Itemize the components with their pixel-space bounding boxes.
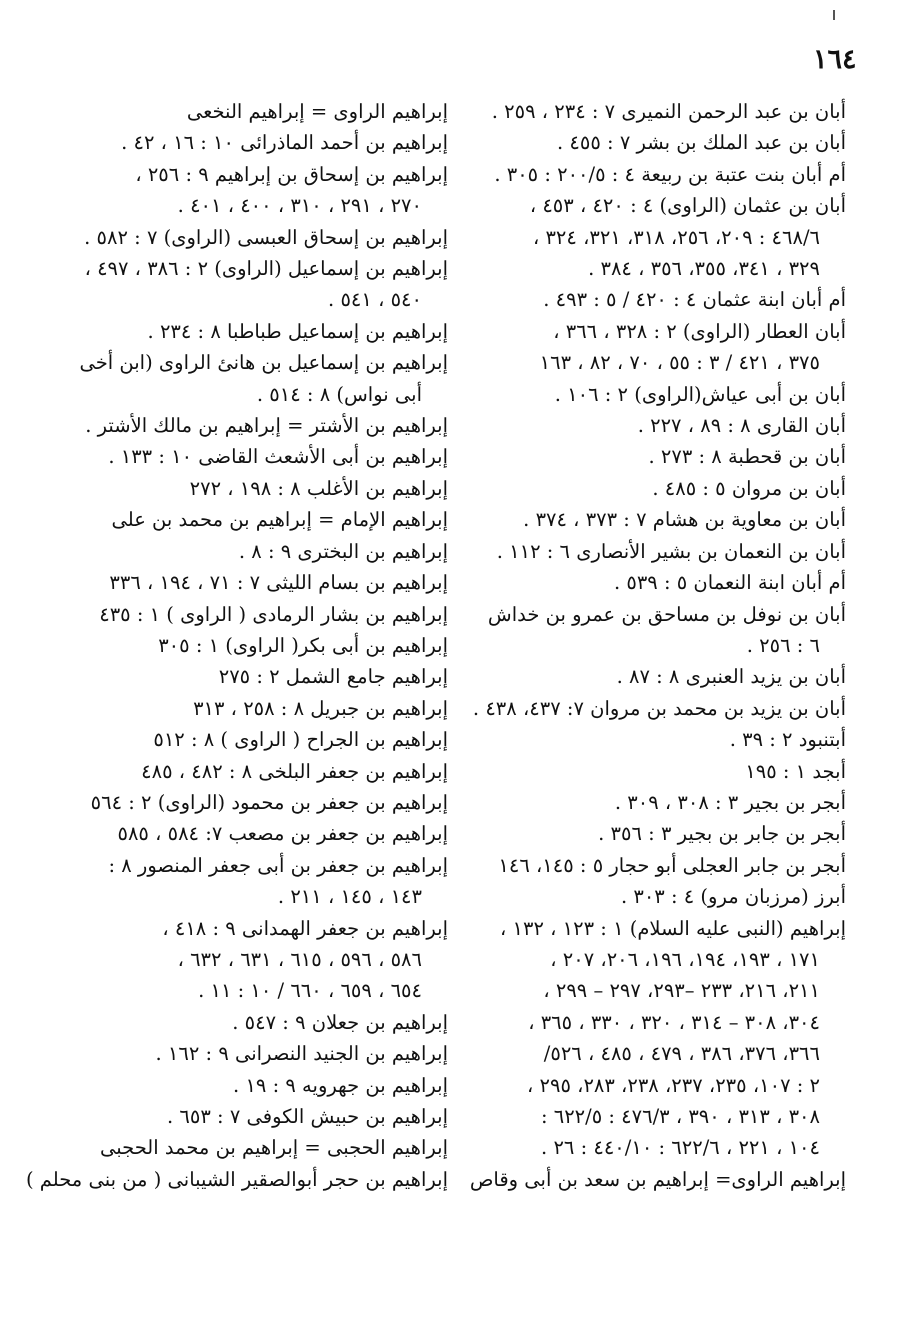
index-entry bbox=[480, 756, 846, 787]
index-entry bbox=[70, 756, 448, 787]
margin-mark bbox=[833, 10, 835, 20]
entry-heading-line: أبان بن النعمان بن بشير الأنصارى ٦ : ١١٢ . bbox=[496, 539, 846, 563]
entry-heading-line: إبراهيم بن بسام الليثى ٧ : ٧١ ، ١٩٤ ، ٣٣٦ bbox=[109, 571, 448, 595]
entry-heading-line: أبان بن نوفل بن مساحق بن عمرو بن خداش bbox=[487, 602, 846, 626]
entry-heading-line: إبراهيم بن جعفر البلخى ٨ : ٤٨٢ ، ٤٨٥ bbox=[141, 759, 448, 783]
entry-heading-line: إبراهيم الإمام = إبراهيم بن محمد بن على bbox=[111, 508, 448, 532]
index-entry bbox=[469, 1164, 846, 1195]
index-entry bbox=[70, 410, 448, 441]
entry-heading-line: إبراهيم بن أحمد الماذرائى ١٠ : ١٦ ، ٤٢ . bbox=[121, 131, 448, 155]
entry-continuation-line: ١٤٣ ، ١٤٥ ، ٢١١ . bbox=[277, 885, 422, 909]
entry-heading-line: إبراهيم بن جعلان ٩ : ٥٤٧ . bbox=[232, 1010, 448, 1034]
index-entry bbox=[480, 96, 846, 127]
entry-continuation-line: أبى نواس) ٨ : ٥١٤ . bbox=[256, 382, 422, 406]
entry-continuation-line: ٣٠٨ ، ٣١٣ ، ٣٩٠ ، ٤٧٦/٣ : ٦٢٢/٥ : bbox=[540, 1105, 820, 1128]
entry-heading-line: إبراهيم بن الأشتر = إبراهيم بن مالك الأشتر . bbox=[85, 414, 448, 438]
entry-heading-line: إبراهيم (النبى عليه السلام) ١ : ١٢٣ ، ١٣٢ ، bbox=[500, 916, 846, 940]
index-entry bbox=[70, 1038, 448, 1069]
entry-continuation-line: ٣٠٤، ٣٠٨ – ٣١٤ ، ٣٢٠ ، ٣٣٠ ، ٣٦٥ ، bbox=[528, 1010, 820, 1034]
entry-heading-line: أبان العطار (الراوى) ٢ : ٣٢٨ ، ٣٦٦ ، bbox=[553, 319, 846, 343]
entry-heading-line: أبتنبود ٢ : ٣٩ . bbox=[729, 728, 846, 752]
entry-heading-line: إبراهيم بن جعفر بن مصعب ٧: ٥٨٤ ، ٥٨٥ bbox=[117, 822, 448, 846]
index-entry bbox=[480, 850, 846, 881]
entry-continuation-line: ٥٤٠ ، ٥٤١ . bbox=[328, 288, 422, 312]
index-entry bbox=[70, 473, 448, 504]
index-entry bbox=[480, 441, 846, 472]
entry-heading-line: إبراهيم بن إسحاق العبسى (الراوى) ٧ : ٥٨٢ . bbox=[84, 225, 448, 249]
index-entry bbox=[480, 316, 846, 379]
entry-continuation-line: ٥٨٦ ، ٥٩٦ ، ٦١٥ ، ٦٣١ ، ٦٣٢ ، bbox=[177, 947, 422, 971]
entry-heading-line: أبرز (مرزبان مرو) ٤ : ٣٠٣ . bbox=[620, 885, 846, 909]
entry-heading-line: أبان بن عثمان (الراوى) ٤ : ٤٢٠ ، ٤٥٣ ، bbox=[529, 194, 846, 218]
entry-heading-line: إبراهيم بن أبى الأشعث القاضى ١٠ : ١٣٣ . bbox=[108, 445, 448, 469]
index-entry bbox=[70, 96, 448, 127]
entry-continuation-line: ٦٥٤ ، ٦٥٩ ، ٦٦٠ / ١٠ : ١١ . bbox=[198, 979, 422, 1003]
index-entry bbox=[70, 536, 448, 567]
entry-heading-line: إبراهيم بن جعفر الهمدانى ٩ : ٤١٨ ، bbox=[162, 916, 448, 940]
index-entry bbox=[480, 504, 846, 535]
entry-heading-line: أبجر بن جابر العجلى أبو حجار ٥ : ١٤٥، ١٤٦ bbox=[498, 853, 846, 877]
entry-heading-line: أبان بن يزيد بن محمد بن مروان ٧: ٤٣٧، ٤٣٨ . bbox=[472, 696, 846, 720]
entry-continuation-line: ١٧١ ، ١٩٣، ١٩٤، ١٩٦، ٢٠٦، ٢٠٧ ، bbox=[550, 947, 820, 971]
index-entry bbox=[480, 661, 846, 692]
entry-heading-line: أبان بن قحطبة ٨ : ٢٧٣ . bbox=[648, 445, 846, 469]
entry-heading-line: أبان بن عبد الملك بن بشر ٧ : ٤٥٥ . bbox=[557, 131, 846, 155]
entry-heading-line: إبراهيم بن الجنيد النصرانى ٩ : ١٦٢ . bbox=[155, 1042, 448, 1066]
entry-heading-line: أم أبان ابنة عثمان ٤ : ٤٢٠ / ٥ : ٤٩٣ . bbox=[543, 288, 846, 312]
entry-heading-line: أبان القارى ٨ : ٨٩ ، ٢٢٧ . bbox=[637, 414, 846, 438]
index-entry bbox=[480, 379, 846, 410]
entry-heading-line: أبان بن أبى عياش(الراوى) ٢ : ١٠٦ . bbox=[554, 382, 846, 406]
entry-heading-line: إبراهيم بن أبى بكر( الراوى) ١ : ٣٠٥ bbox=[158, 633, 448, 657]
entry-continuation-line: ٦ : ٢٥٦ . bbox=[746, 633, 820, 657]
page-number: ١٦٤ bbox=[813, 44, 857, 75]
index-entry bbox=[70, 504, 448, 535]
entry-heading-line: إبراهيم الراوى = إبراهيم النخعى bbox=[186, 100, 448, 123]
entry-heading-line: إبراهيم الراوى= إبراهيم بن سعد بن أبى وقاص bbox=[469, 1167, 846, 1191]
entry-heading-line: إبراهيم بن البخترى ٩ : ٨ . bbox=[238, 539, 448, 563]
index-entry bbox=[480, 190, 846, 284]
entry-heading-line: إبراهيم بن جبريل ٨ : ٢٥٨ ، ٣١٣ bbox=[193, 696, 448, 720]
index-entry bbox=[70, 913, 448, 1007]
index-entry bbox=[480, 284, 846, 315]
index-entry bbox=[70, 253, 448, 316]
index-entry bbox=[70, 599, 448, 630]
entry-heading-line: أبجر بن بجير ٣ : ٣٠٨ ، ٣٠٩ . bbox=[614, 790, 846, 814]
index-entry bbox=[70, 724, 448, 755]
entry-heading-line: إبراهيم بن جعفر بن أبى جعفر المنصور ٨ : bbox=[108, 853, 448, 877]
index-entry bbox=[70, 787, 448, 818]
entry-heading-line: أبان بن مروان ٥ : ٤٨٥ . bbox=[652, 476, 846, 500]
entry-heading-line: أبجر بن جابر بن بجير ٣ : ٣٥٦ . bbox=[598, 822, 846, 846]
index-entry bbox=[480, 913, 846, 1164]
index-entry bbox=[480, 724, 846, 755]
index-entry bbox=[480, 787, 846, 818]
entry-continuation-line: ٣٦٦، ٣٧٦، ٣٨٦ ، ٤٧٩ ، ٤٨٥ ، ٥٢٦/ bbox=[543, 1042, 820, 1066]
entry-heading-line: أم أبان ابنة النعمان ٥ : ٥٣٩ . bbox=[613, 571, 846, 595]
entry-heading-line: إبراهيم بن الجراح ( الراوى ) ٨ : ٥١٢ bbox=[153, 728, 448, 752]
index-entry bbox=[70, 347, 448, 410]
index-entry bbox=[70, 693, 448, 724]
entry-heading-line: أبان بن عبد الرحمن النميرى ٧ : ٢٣٤ ، ٢٥٩ . bbox=[491, 100, 846, 123]
index-entry bbox=[480, 159, 846, 190]
index-entry bbox=[70, 127, 448, 158]
entry-continuation-line: ١٠٤ ، ٢٢١ ، ٦٢٢/٦ : ٤٤٠/١٠ : ٢٦ . bbox=[541, 1136, 820, 1160]
index-entry bbox=[70, 818, 448, 849]
index-column-left bbox=[25, 96, 448, 1195]
entry-heading-line: إبراهيم بن إسماعيل طباطبا ٨ : ٢٣٤ . bbox=[147, 319, 448, 343]
entry-continuation-line: ٣٢٩ ، ٣٤١، ٣٥٥، ٣٥٦ ، ٣٨٤ . bbox=[588, 257, 820, 281]
index-entry bbox=[480, 881, 846, 912]
index-entry bbox=[480, 410, 846, 441]
entry-heading-line: إبراهيم بن جهرويه ٩ : ١٩ . bbox=[233, 1073, 448, 1097]
entry-heading-line: إبراهيم بن جعفر بن محمود (الراوى) ٢ : ٥٦٤ bbox=[90, 790, 448, 814]
index-column-right bbox=[469, 96, 846, 1195]
index-entry bbox=[70, 630, 448, 661]
index-entry bbox=[480, 127, 846, 158]
entry-continuation-line: ٢ : ١٠٧، ٢٣٥، ٢٣٧، ٢٣٨، ٢٨٣، ٢٩٥ ، bbox=[527, 1073, 820, 1097]
index-entry bbox=[480, 818, 846, 849]
entry-heading-line: إبراهيم بن حجر أبوالصقير الشيبانى ( من بنى محلم ) bbox=[25, 1167, 448, 1191]
index-entry bbox=[70, 661, 448, 692]
index-entry bbox=[25, 1164, 448, 1195]
index-entry bbox=[70, 1070, 448, 1101]
entry-heading-line: إبراهيم بن إسحاق بن إبراهيم ٩ : ٢٥٦ ، bbox=[135, 162, 448, 186]
entry-continuation-line: ٤٦٨/٦ : ٢٠٩، ٢٥٦، ٣١٨، ٣٢١، ٣٢٤ ، bbox=[532, 225, 820, 249]
entry-heading-line: إبراهيم بن حبيش الكوفى ٧ : ٦٥٣ . bbox=[167, 1105, 448, 1128]
index-entry bbox=[480, 599, 846, 662]
index-entry bbox=[70, 316, 448, 347]
index-entry bbox=[70, 850, 448, 913]
index-entry bbox=[480, 473, 846, 504]
entry-heading-line: إبراهيم بن إسماعيل (الراوى) ٢ : ٣٨٦ ، ٤٩٧ ، bbox=[84, 257, 448, 281]
entry-heading-line: إبراهيم بن إسماعيل بن هانئ الراوى (ابن أخى bbox=[79, 351, 448, 375]
entry-continuation-line: ٢١١، ٢١٦، ٢٣٣ –٢٩٣، ٢٩٧ – ٢٩٩ ، bbox=[543, 979, 820, 1003]
index-entry bbox=[70, 159, 448, 222]
index-entry bbox=[70, 1007, 448, 1038]
index-entry bbox=[70, 441, 448, 472]
index-entry bbox=[472, 693, 846, 724]
entry-continuation-line: ٢٧٠ ، ٢٩١ ، ٣١٠ ، ٤٠٠ ، ٤٠١ . bbox=[177, 194, 422, 218]
index-entry bbox=[70, 222, 448, 253]
entry-heading-line: أم أبان بنت عتبة بن ربيعة ٤ : ٢٠٠/٥ : ٣٠٥ . bbox=[494, 162, 846, 186]
entry-heading-line: أبان بن يزيد العنبرى ٨ : ٨٧ . bbox=[616, 665, 846, 689]
entry-heading-line: أبان بن معاوية بن هشام ٧ : ٣٧٣ ، ٣٧٤ . bbox=[523, 508, 846, 532]
entry-continuation-line: ٣٧٥ ، ٤٢١ / ٣ : ٥٥ ، ٧٠ ، ٨٢ ، ١٦٣ bbox=[539, 351, 820, 375]
entry-heading-line: أبجد ١ : ١٩٥ bbox=[745, 759, 846, 783]
index-entry bbox=[480, 567, 846, 598]
entry-heading-line: إبراهيم بن بشار الرمادى ( الراوى ) ١ : ٤٣٥ bbox=[99, 602, 448, 626]
entry-heading-line: إبراهيم الحجبى = إبراهيم بن محمد الحجبى bbox=[99, 1136, 448, 1160]
index-entry bbox=[70, 567, 448, 598]
entry-heading-line: إبراهيم بن الأغلب ٨ : ١٩٨ ، ٢٧٢ bbox=[189, 476, 448, 500]
index-entry bbox=[70, 1101, 448, 1132]
index-entry bbox=[480, 536, 846, 567]
entry-heading-line: إبراهيم جامع الشمل ٢ : ٢٧٥ bbox=[218, 665, 448, 689]
index-entry bbox=[70, 1132, 448, 1163]
